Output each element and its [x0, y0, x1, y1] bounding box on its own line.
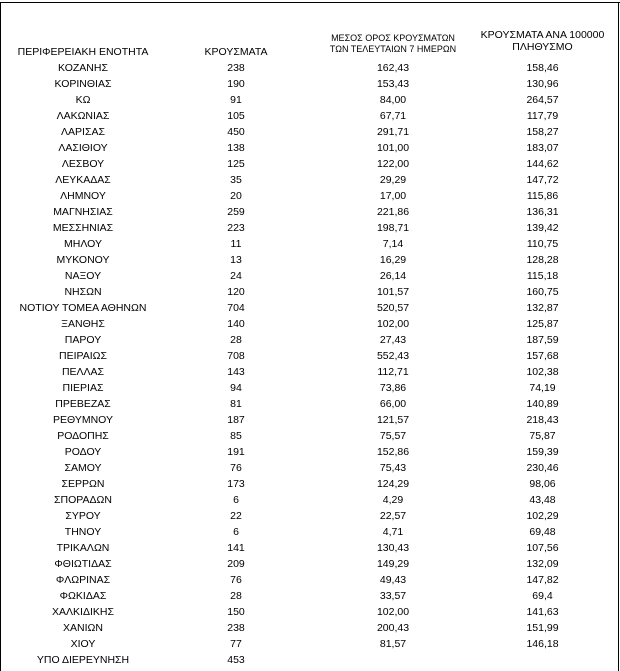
per-100k-cell: 183,07 — [526, 142, 559, 154]
avg-7days-cell: 149,29 — [376, 558, 410, 570]
avg-7days-cell: 153,43 — [376, 78, 410, 90]
table-row — [0, 364, 620, 380]
cases-cell: 35 — [230, 174, 242, 186]
avg-7days-cell: 84,00 — [379, 94, 407, 106]
per-100k-cell: 74,19 — [529, 382, 556, 394]
avg-7days-cell: 200,43 — [376, 622, 410, 634]
per-100k-cell: 151,99 — [526, 622, 559, 634]
region-cell: ΚΟΖΑΝΗΣ — [58, 62, 108, 74]
region-cell: ΡΟΔΟΥ — [64, 446, 102, 458]
table-row — [0, 204, 620, 220]
per-100k-cell: 130,96 — [526, 78, 559, 90]
per-100k-cell: 110,75 — [526, 238, 559, 250]
header-per100k-line2: ΠΛΗΘΥΣΜΟ — [512, 41, 573, 53]
per-100k-cell: 187,59 — [526, 334, 559, 346]
per-100k-cell: 139,42 — [526, 222, 559, 234]
region-cell: ΣΥΡΟΥ — [65, 510, 101, 522]
per-100k-cell: 218,43 — [526, 414, 559, 426]
cases-cell: 209 — [227, 558, 245, 570]
per-100k-cell: 115,18 — [526, 270, 559, 282]
table-row — [0, 492, 620, 508]
region-cell: ΠΑΡΟΥ — [64, 334, 102, 346]
cases-cell: 143 — [227, 366, 245, 378]
table-body — [0, 60, 620, 668]
cases-cell: 81 — [230, 398, 242, 410]
avg-7days-cell — [306, 652, 480, 668]
cases-cell: 259 — [227, 206, 245, 218]
per-100k-cell: 98,06 — [529, 478, 556, 490]
per-100k-cell: 158,27 — [526, 126, 559, 138]
region-cell: ΚΟΡΙΝΘΙΑΣ — [54, 78, 112, 90]
avg-7days-cell: 152,86 — [376, 446, 410, 458]
table-row — [0, 588, 620, 604]
cases-cell: 6 — [233, 494, 239, 506]
avg-7days-cell: 4,71 — [382, 526, 404, 538]
cases-cell: 28 — [230, 334, 242, 346]
cases-cell: 453 — [227, 654, 245, 666]
avg-7days-cell: 112,71 — [377, 366, 409, 378]
cases-cell: 223 — [227, 222, 245, 234]
per-100k-cell: 147,72 — [526, 174, 559, 186]
per-100k-cell: 141,63 — [526, 606, 559, 618]
per-100k-cell: 107,56 — [526, 542, 559, 554]
avg-7days-cell: 7,14 — [382, 238, 404, 250]
cases-cell: 77 — [230, 638, 242, 650]
region-cell: ΧΑΝΙΩΝ — [63, 622, 103, 634]
region-cell: ΛΑΚΩΝΙΑΣ — [56, 110, 110, 122]
cases-cell: 238 — [227, 622, 245, 634]
table-row — [0, 620, 620, 636]
table-row — [0, 412, 620, 428]
table-row — [0, 636, 620, 652]
per-100k-cell: 117,79 — [526, 110, 559, 122]
header-per-100k — [470, 29, 615, 53]
table-row — [0, 524, 620, 540]
region-cell: ΧΙΟΥ — [70, 638, 96, 650]
table-row — [0, 316, 620, 332]
cases-cell: 28 — [230, 590, 242, 602]
cases-cell: 187 — [227, 414, 245, 426]
region-cell: ΚΩ — [75, 94, 91, 106]
avg-7days-cell: 291,71 — [376, 126, 410, 138]
cases-cell: 450 — [227, 126, 245, 138]
avg-7days-cell: 101,57 — [376, 286, 410, 298]
table-row — [0, 236, 620, 252]
per-100k-cell: 132,09 — [526, 558, 559, 570]
per-100k-cell: 69,48 — [529, 526, 556, 538]
per-100k-cell: 128,28 — [526, 254, 559, 266]
region-cell: ΡΕΘΥΜΝΟΥ — [52, 414, 113, 426]
per-100k-cell: 125,87 — [526, 318, 559, 330]
cases-cell: 141 — [227, 542, 245, 554]
cases-cell: 22 — [230, 510, 242, 522]
avg-7days-cell: 49,43 — [379, 574, 407, 586]
cases-cell: 191 — [227, 446, 245, 458]
per-100k-cell: 102,38 — [526, 366, 559, 378]
cases-cell: 120 — [227, 286, 245, 298]
avg-7days-cell: 124,29 — [376, 478, 410, 490]
region-cell: ΧΑΛΚΙΔΙΚΗΣ — [52, 606, 114, 618]
cases-cell: 140 — [227, 318, 245, 330]
region-cell: ΛΕΥΚΑΔΑΣ — [55, 174, 111, 186]
cases-cell: 11 — [230, 238, 242, 250]
table-row — [0, 284, 620, 300]
table-row — [0, 348, 620, 364]
avg-7days-cell: 130,43 — [376, 542, 410, 554]
region-cell: ΣΠΟΡΑΔΩΝ — [54, 494, 112, 506]
per-100k-cell: 132,87 — [526, 302, 559, 314]
table-row — [0, 380, 620, 396]
cases-cell: 13 — [230, 254, 242, 266]
avg-7days-cell: 102,00 — [376, 318, 410, 330]
avg-7days-cell: 17,00 — [379, 190, 407, 202]
region-cell: ΦΩΚΙΔΑΣ — [59, 590, 107, 602]
per-100k-cell: 146,18 — [526, 638, 559, 650]
cases-cell: 150 — [227, 606, 245, 618]
table-row — [0, 396, 620, 412]
cases-cell: 125 — [227, 158, 245, 170]
region-cell: ΠΡΕΒΕΖΑΣ — [55, 398, 111, 410]
table-row — [0, 300, 620, 316]
table-row — [0, 428, 620, 444]
per-100k-cell: 75,87 — [529, 430, 556, 442]
header-region: ΠΕΡΙΦΕΡΕΙΑΚΗ ΕΝΟΤΗΤΑ — [17, 46, 149, 58]
header-per100k-line1: ΚΡΟΥΣΜΑΤΑ ΑΝΑ 100000 — [480, 29, 605, 41]
cases-cell: 704 — [227, 302, 245, 314]
table-row — [0, 252, 620, 268]
table-row — [0, 540, 620, 556]
cases-cell: 138 — [227, 142, 245, 154]
avg-7days-cell: 22,57 — [379, 510, 407, 522]
table-row — [0, 108, 620, 124]
avg-7days-cell: 221,86 — [376, 206, 410, 218]
per-100k-cell: 147,82 — [526, 574, 559, 586]
avg-7days-cell: 26,14 — [379, 270, 407, 282]
avg-7days-cell: 16,29 — [379, 254, 407, 266]
table-row — [0, 652, 620, 668]
cases-cell: 76 — [230, 462, 242, 474]
avg-7days-cell: 101,00 — [376, 142, 410, 154]
avg-7days-cell: 75,43 — [379, 462, 407, 474]
cases-cell: 94 — [230, 382, 242, 394]
avg-7days-cell: 73,86 — [379, 382, 407, 394]
region-cell: ΝΗΣΩΝ — [64, 286, 102, 298]
table-row — [0, 92, 620, 108]
per-100k-cell: 264,57 — [526, 94, 559, 106]
region-cell: ΥΠΟ ΔΙΕΡΕΥΝΗΣΗ — [36, 654, 130, 666]
per-100k-cell: 43,48 — [529, 494, 556, 506]
cases-cell: 85 — [230, 430, 242, 442]
region-cell: ΛΑΡΙΣΑΣ — [61, 126, 105, 138]
cases-cell: 190 — [227, 78, 245, 90]
avg-7days-cell: 552,43 — [376, 350, 410, 362]
cases-cell: 24 — [230, 270, 242, 282]
region-cell: ΝΑΞΟΥ — [64, 270, 102, 282]
avg-7days-cell: 162,43 — [376, 62, 410, 74]
table-row — [0, 124, 620, 140]
table-row — [0, 268, 620, 284]
cases-cell: 76 — [230, 574, 242, 586]
region-cell: ΝΟΤΙΟΥ ΤΟΜΕΑ ΑΘΗΝΩΝ — [19, 302, 147, 314]
table-row — [0, 444, 620, 460]
header-cases: ΚΡΟΥΣΜΑΤΑ — [204, 46, 268, 58]
region-cell: ΜΗΛΟΥ — [64, 238, 102, 250]
region-cell: ΣΑΜΟΥ — [64, 462, 102, 474]
avg-7days-cell: 67,71 — [379, 110, 407, 122]
region-cell: ΠΕΛΛΑΣ — [61, 366, 105, 378]
per-100k-cell: 158,46 — [526, 62, 559, 74]
per-100k-cell: 157,68 — [526, 350, 559, 362]
region-cell: ΠΙΕΡΙΑΣ — [62, 382, 104, 394]
table-row — [0, 572, 620, 588]
table-row — [0, 460, 620, 476]
avg-7days-cell: 75,57 — [379, 430, 407, 442]
avg-7days-cell: 33,57 — [379, 590, 407, 602]
table-row — [0, 604, 620, 620]
header-avg-7days — [306, 33, 480, 55]
table-row — [0, 220, 620, 236]
table-row — [0, 60, 620, 76]
header-avg-line1: ΜΕΣΟΣ ΟΡΟΣ ΚΡΟΥΣΜΑΤΩΝ — [331, 33, 455, 43]
region-cell: ΛΑΣΙΘΙΟΥ — [58, 142, 108, 154]
cases-cell: 105 — [227, 110, 245, 122]
region-cell: ΞΑΝΘΗΣ — [61, 318, 105, 330]
region-cell: ΡΟΔΟΠΗΣ — [57, 430, 109, 442]
region-cell: ΣΕΡΡΩΝ — [61, 478, 105, 490]
table-row — [0, 508, 620, 524]
per-100k-cell: 115,86 — [526, 190, 559, 202]
region-cell: ΦΘΙΩΤΙΔΑΣ — [54, 558, 112, 570]
cases-cell: 91 — [230, 94, 242, 106]
header-avg-line2: ΤΩΝ ΤΕΛΕΥΤΑΙΩΝ 7 ΗΜΕΡΩΝ — [329, 44, 457, 54]
table-row — [0, 188, 620, 204]
table-row — [0, 172, 620, 188]
region-cell: ΠΕΙΡΑΙΩΣ — [59, 350, 107, 362]
region-cell: ΛΕΣΒΟΥ — [61, 158, 105, 170]
avg-7days-cell: 520,57 — [376, 302, 410, 314]
per-100k-cell: 230,46 — [526, 462, 559, 474]
cases-cell: 238 — [227, 62, 245, 74]
avg-7days-cell: 121,57 — [376, 414, 410, 426]
avg-7days-cell: 4,29 — [382, 494, 404, 506]
table-row — [0, 140, 620, 156]
per-100k-cell: 140,89 — [526, 398, 559, 410]
region-cell: ΜΕΣΣΗΝΙΑΣ — [52, 222, 114, 234]
table-row — [0, 156, 620, 172]
region-cell: ΤΗΝΟΥ — [64, 526, 102, 538]
region-cell: ΛΗΜΝΟΥ — [60, 190, 106, 202]
avg-7days-cell: 27,43 — [379, 334, 407, 346]
avg-7days-cell: 81,57 — [379, 638, 407, 650]
avg-7days-cell: 66,00 — [379, 398, 407, 410]
region-cell: ΜΑΓΝΗΣΙΑΣ — [53, 206, 113, 218]
cases-cell: 20 — [230, 190, 242, 202]
per-100k-cell: 69,4 — [532, 590, 553, 602]
table-row — [0, 476, 620, 492]
cases-cell: 6 — [233, 526, 239, 538]
region-cell: ΜΥΚΟΝΟΥ — [56, 254, 110, 266]
cases-cell: 708 — [227, 350, 245, 362]
cases-cell: 173 — [227, 478, 245, 490]
avg-7days-cell: 198,71 — [376, 222, 410, 234]
avg-7days-cell: 29,29 — [379, 174, 407, 186]
table-row — [0, 76, 620, 92]
region-cell: ΤΡΙΚΑΛΩΝ — [56, 542, 110, 554]
per-100k-cell: 159,39 — [526, 446, 559, 458]
per-100k-cell: 160,75 — [526, 286, 559, 298]
per-100k-cell: 102,29 — [526, 510, 559, 522]
avg-7days-cell: 102,00 — [376, 606, 410, 618]
per-100k-cell: 144,62 — [526, 158, 559, 170]
region-cell: ΦΛΩΡΙΝΑΣ — [55, 574, 111, 586]
per-100k-cell — [470, 652, 615, 668]
table-row — [0, 332, 620, 348]
table-header — [0, 0, 620, 60]
table-row — [0, 556, 620, 572]
per-100k-cell: 136,31 — [526, 206, 559, 218]
avg-7days-cell: 122,00 — [376, 158, 410, 170]
